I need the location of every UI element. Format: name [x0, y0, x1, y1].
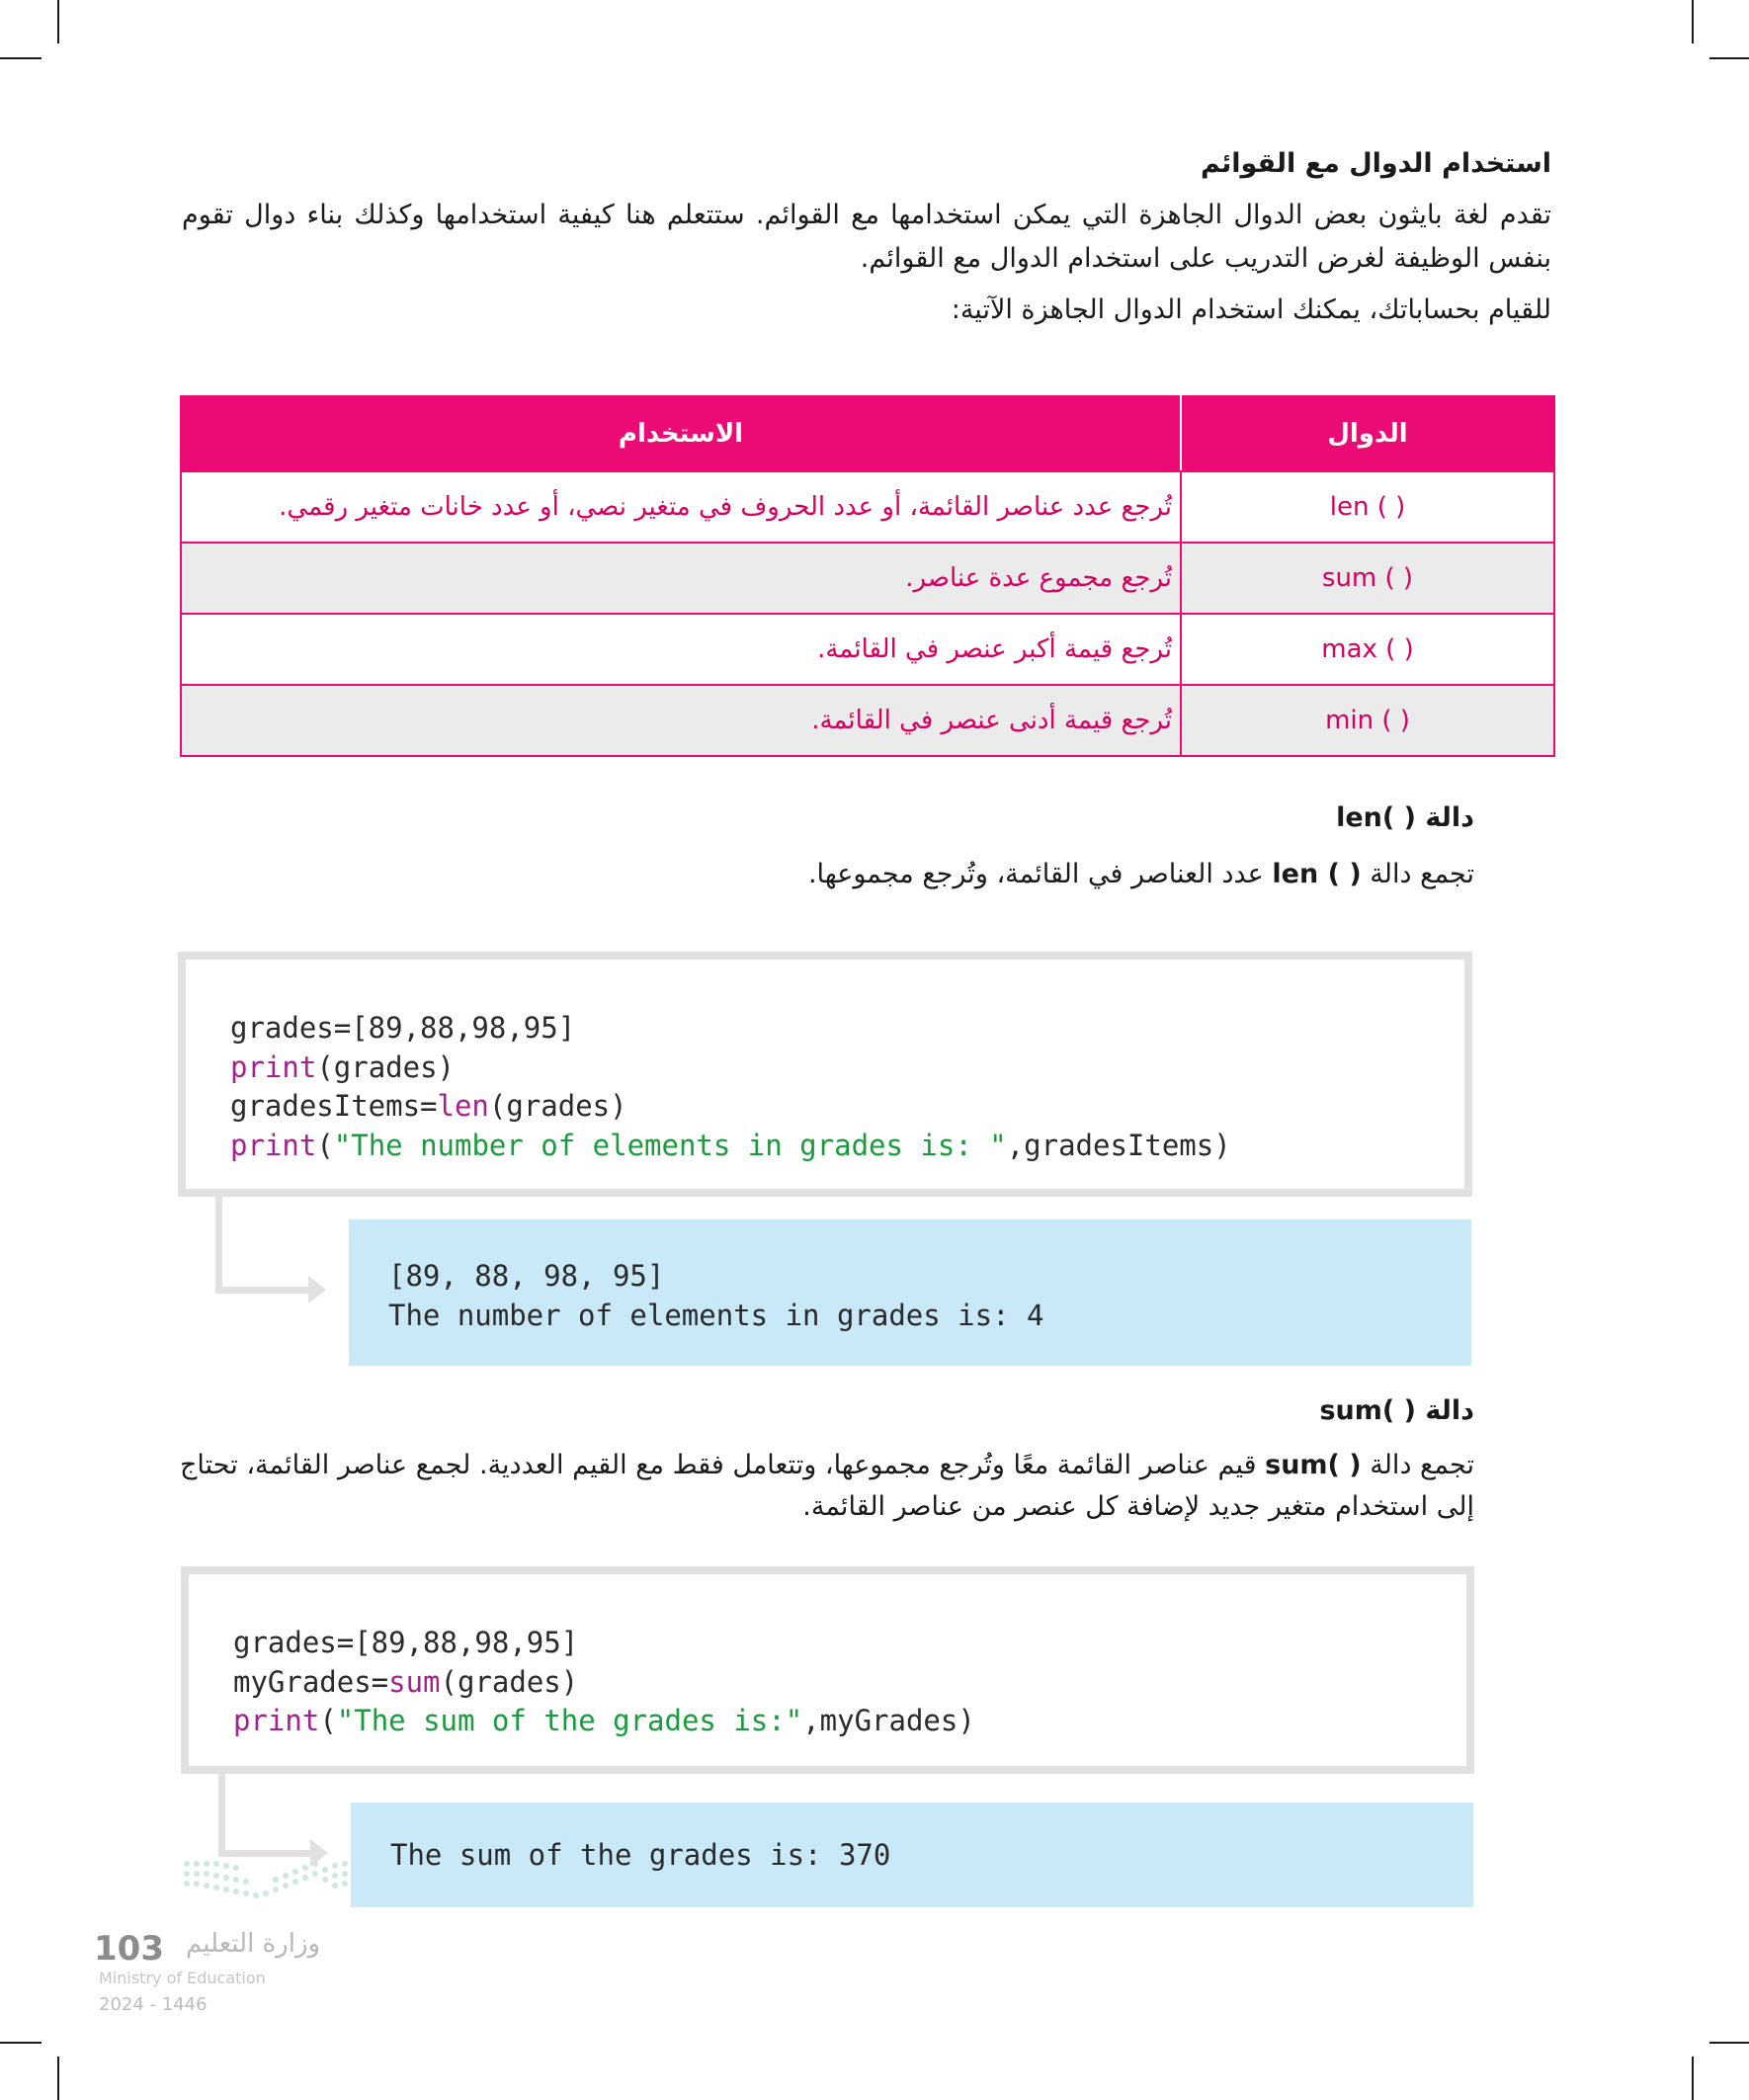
usage-cell: تُرجع قيمة أدنى عنصر في القائمة.	[181, 685, 1181, 756]
arrow-icon	[308, 1276, 326, 1303]
sum-section-title	[1319, 1395, 1474, 1426]
ministry-name-en: Ministry of Education	[99, 1969, 266, 1987]
crop-mark	[1692, 2057, 1694, 2100]
connector-line	[215, 1287, 310, 1294]
code-string: "The sum of the grades is:"	[336, 1704, 803, 1737]
intro-paragraph: تقدم لغة بايثون بعض الدوال الجاهزة التي يمكن استخدامها مع القوائم. ستتعلم هنا كيفية استخدامها وكذلك بناء دوال تقوم بنفس الوظيفة لغرض التدريب على استخدام الدوال مع القوائم.	[182, 200, 1551, 274]
output-line: The number of elements in grades is: 4	[388, 1298, 1044, 1332]
code-text: (	[316, 1128, 334, 1162]
sum-title-prefix: دالة	[1425, 1395, 1474, 1426]
table-row	[181, 685, 1554, 756]
year-label: 2024 - 1446	[99, 1994, 208, 2015]
function-cell: len ( )	[1181, 471, 1554, 543]
len-output	[388, 1257, 1043, 1335]
function-cell: max ( )	[1181, 614, 1554, 685]
usage-cell: تُرجع عدد عناصر القائمة، أو عدد الحروف في متغير نصي، أو عدد خانات متغير رقمي.	[181, 471, 1181, 543]
code-keyword: len	[437, 1089, 489, 1123]
code-string: "The number of elements in grades is: "	[333, 1128, 1007, 1162]
header-usage: الاستخدام	[181, 396, 1181, 471]
crop-mark	[0, 57, 42, 59]
ministry-logo-icon	[183, 1858, 351, 1917]
sum-title-func: sum( )	[1319, 1395, 1416, 1426]
code-text: (grades)	[488, 1089, 627, 1123]
table-row	[181, 614, 1554, 685]
function-cell: min ( )	[1181, 685, 1554, 756]
sum-text-func: sum( )	[1265, 1450, 1362, 1480]
code-text: myGrades=	[233, 1664, 389, 1699]
code-text: (grades)	[316, 1050, 455, 1084]
output-line: The sum of the grades is: 370	[390, 1838, 891, 1872]
len-output-block	[349, 1219, 1471, 1366]
crop-mark	[1692, 0, 1694, 43]
crop-mark	[1709, 57, 1749, 59]
len-description	[808, 854, 1474, 895]
table-header-row	[181, 396, 1554, 471]
ministry-name-ar: وزارة التعليم	[186, 1929, 321, 1959]
function-cell: sum ( )	[1181, 543, 1554, 614]
table-row	[181, 471, 1554, 543]
crop-mark	[1709, 2042, 1749, 2044]
len-text-before: تجمع دالة	[1370, 859, 1474, 889]
code-text: ,gradesItems)	[1006, 1128, 1231, 1162]
page-number: 103	[94, 1929, 164, 1969]
sum-text-after: قيم عناصر القائمة معًا وتُرجع مجموعها، وتتعامل فقط مع القيم العددية. لجمع عناصر القائمة، تحتاج إلى استخدام متغير جديد لإضافة كل عنصر من عناصر القائمة.	[180, 1450, 1474, 1522]
code-line: grades=[89,88,98,95]	[230, 1011, 576, 1045]
intro-paragraph-2: للقيام بحساباتك، يمكنك استخدام الدوال الجاهزة الآتية:	[951, 294, 1551, 325]
code-keyword: print	[230, 1128, 317, 1162]
output-line: [89, 88, 98, 95]	[388, 1259, 665, 1293]
usage-cell: تُرجع مجموع عدة عناصر.	[181, 543, 1181, 614]
crop-mark	[0, 2042, 42, 2044]
header-functions: الدوال	[1181, 396, 1554, 471]
table-row	[181, 543, 1554, 614]
sum-output	[390, 1836, 890, 1876]
section-heading: استخدام الدوال مع القوائم	[1200, 148, 1551, 179]
code-text: (grades)	[440, 1664, 579, 1699]
len-title-prefix: دالة	[1425, 802, 1474, 833]
len-code	[230, 1009, 1231, 1165]
len-text-func: len ( )	[1272, 859, 1362, 889]
code-keyword: sum	[388, 1664, 441, 1699]
usage-cell: تُرجع قيمة أكبر عنصر في القائمة.	[181, 614, 1181, 685]
code-keyword: print	[233, 1704, 320, 1737]
connector-line	[218, 1773, 225, 1856]
connector-line	[215, 1196, 222, 1293]
code-text: ,myGrades)	[802, 1704, 975, 1737]
code-keyword: print	[230, 1050, 317, 1084]
code-text: (	[319, 1704, 337, 1737]
connector-line	[218, 1850, 312, 1857]
len-title-func: len( )	[1336, 802, 1416, 833]
len-code-block	[178, 952, 1472, 1197]
code-text: gradesItems=	[230, 1089, 438, 1123]
crop-mark	[57, 2057, 59, 2100]
code-line: grades=[89,88,98,95]	[233, 1626, 579, 1659]
sum-description	[180, 1445, 1474, 1528]
sum-text-before: تجمع دالة	[1370, 1450, 1474, 1480]
crop-mark	[57, 0, 59, 43]
functions-table	[180, 395, 1555, 757]
len-text-after: عدد العناصر في القائمة، وتُرجع مجموعها.	[807, 859, 1264, 889]
sum-code	[233, 1624, 975, 1741]
sum-code-block	[181, 1566, 1474, 1774]
sum-output-block	[351, 1803, 1473, 1907]
len-section-title	[1336, 802, 1474, 833]
